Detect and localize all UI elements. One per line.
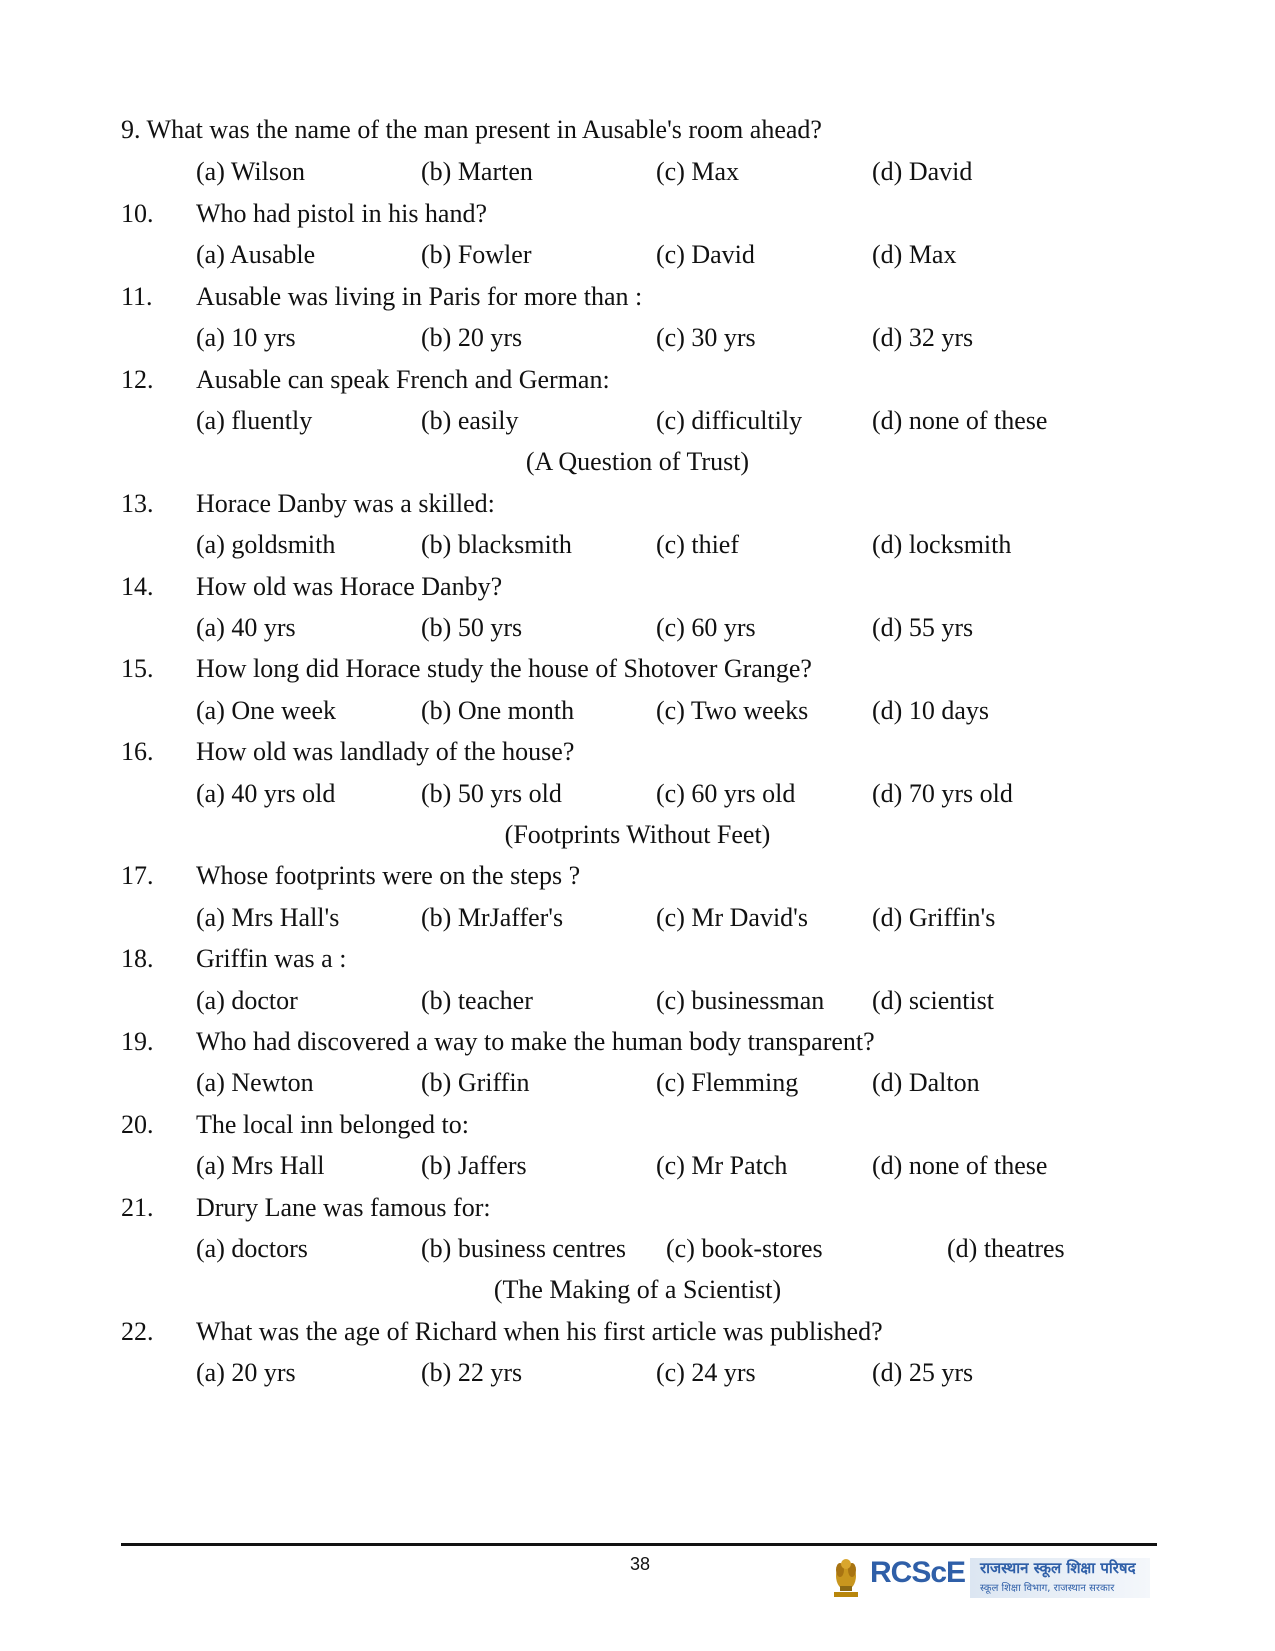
question-text: Drury Lane was famous for: xyxy=(196,1193,491,1222)
question-text: How old was Horace Danby? xyxy=(196,572,503,601)
option-a: (a) Wilson xyxy=(196,157,305,186)
section-heading: (A Question of Trust) xyxy=(525,447,750,476)
question-text: Horace Danby was a skilled: xyxy=(196,489,495,518)
question-text: The local inn belonged to: xyxy=(196,1110,469,1139)
question-number: 16. xyxy=(121,737,154,766)
option-a: (a) Mrs Hall's xyxy=(196,903,340,932)
options-14 xyxy=(0,608,1275,648)
question-text: Who had discovered a way to make the human body transparent? xyxy=(196,1027,875,1056)
question-text: Who had pistol in his hand? xyxy=(196,199,488,228)
option-c: (c) Mr David's xyxy=(656,903,808,932)
question-16 xyxy=(0,732,1275,772)
option-b: (b) 50 yrs old xyxy=(421,779,562,808)
option-c: (c) Flemming xyxy=(656,1068,799,1097)
option-d: (d) Max xyxy=(872,240,957,269)
question-number: 18. xyxy=(121,944,154,973)
options-20 xyxy=(0,1146,1275,1186)
option-c: (c) book-stores xyxy=(666,1234,823,1263)
option-c: (c) 24 yrs xyxy=(656,1358,756,1387)
option-d: (d) David xyxy=(872,157,973,186)
option-b: (b) 20 yrs xyxy=(421,323,523,352)
question-15 xyxy=(0,649,1275,689)
option-d: (d) Griffin's xyxy=(872,903,996,932)
option-a: (a) goldsmith xyxy=(196,530,336,559)
question-number: 19. xyxy=(121,1027,154,1056)
question-number: 22. xyxy=(121,1317,154,1346)
options-10 xyxy=(0,235,1275,275)
option-a: (a) One week xyxy=(196,696,337,725)
options-9 xyxy=(0,152,1275,192)
question-18 xyxy=(0,939,1275,979)
option-c: (c) Mr Patch xyxy=(656,1151,788,1180)
section-heading: (The Making of a Scientist) xyxy=(493,1275,782,1304)
option-a: (a) doctor xyxy=(196,986,298,1015)
question-number: 11. xyxy=(121,282,153,311)
question-number: 14. xyxy=(121,572,154,601)
option-a: (a) 20 yrs xyxy=(196,1358,296,1387)
option-c: (c) 60 yrs old xyxy=(656,779,796,808)
option-d: (d) locksmith xyxy=(872,530,1012,559)
section-heading: (Footprints Without Feet) xyxy=(504,820,771,849)
page-number: 38 xyxy=(629,1554,651,1574)
option-d: (d) theatres xyxy=(947,1234,1065,1263)
logo-text: RCScE xyxy=(870,1556,966,1589)
option-c: (c) difficultily xyxy=(656,406,803,435)
options-21 xyxy=(0,1229,1275,1269)
option-a: (a) Newton xyxy=(196,1068,314,1097)
question-text: How long did Horace study the house of Shotover Grange? xyxy=(196,654,812,683)
option-c: (c) Two weeks xyxy=(656,696,809,725)
option-b: (b) 22 yrs xyxy=(421,1358,523,1387)
question-number: 17. xyxy=(121,861,154,890)
question-13 xyxy=(0,484,1275,524)
question-21 xyxy=(0,1188,1275,1228)
options-17 xyxy=(0,898,1275,938)
option-b: (b) One month xyxy=(421,696,575,725)
option-a: (a) 40 yrs xyxy=(196,613,296,642)
option-b: (b) business centres xyxy=(421,1234,627,1263)
option-c: (c) 60 yrs xyxy=(656,613,756,642)
question-text: Griffin was a : xyxy=(196,944,347,973)
question-12 xyxy=(0,360,1275,400)
option-d: (d) scientist xyxy=(872,986,995,1015)
question-9 xyxy=(0,110,1275,150)
rcsce-logo xyxy=(830,1552,1160,1604)
question-text: 9. What was the name of the man present in Ausable's room ahead? xyxy=(121,115,822,144)
options-15 xyxy=(0,691,1275,731)
question-text: Ausable can speak French and German: xyxy=(196,365,610,394)
question-number: 20. xyxy=(121,1110,154,1139)
question-number: 12. xyxy=(121,365,154,394)
options-16 xyxy=(0,774,1275,814)
options-18 xyxy=(0,981,1275,1021)
option-c: (c) businessman xyxy=(656,986,825,1015)
option-d: (d) none of these xyxy=(872,406,1048,435)
option-c: (c) 30 yrs xyxy=(656,323,756,352)
logo-caption-hindi: राजस्थान स्कूल शिक्षा परिषद xyxy=(980,1559,1136,1577)
question-10 xyxy=(0,194,1275,234)
option-b: (b) blacksmith xyxy=(421,530,572,559)
option-d: (d) 32 yrs xyxy=(872,323,974,352)
options-12 xyxy=(0,401,1275,441)
option-a: (a) 40 yrs old xyxy=(196,779,336,808)
logo-subcaption-hindi: स्कूल शिक्षा विभाग, राजस्थान सरकार xyxy=(980,1583,1115,1594)
options-11 xyxy=(0,318,1275,358)
option-b: (b) Fowler xyxy=(421,240,532,269)
option-b: (b) MrJaffer's xyxy=(421,903,564,932)
question-20 xyxy=(0,1105,1275,1145)
question-number: 10. xyxy=(121,199,154,228)
option-d: (d) Dalton xyxy=(872,1068,980,1097)
option-a: (a) Mrs Hall xyxy=(196,1151,325,1180)
question-19 xyxy=(0,1022,1275,1062)
option-d: (d) 55 yrs xyxy=(872,613,974,642)
option-a: (a) doctors xyxy=(196,1234,308,1263)
options-22 xyxy=(0,1353,1275,1393)
question-text: Ausable was living in Paris for more than : xyxy=(196,282,643,311)
question-text: Whose footprints were on the steps ? xyxy=(196,861,581,890)
option-c: (c) Max xyxy=(656,157,740,186)
question-number: 15. xyxy=(121,654,154,683)
option-b: (b) Marten xyxy=(421,157,533,186)
question-17 xyxy=(0,856,1275,896)
option-d: (d) 25 yrs xyxy=(872,1358,974,1387)
question-14 xyxy=(0,567,1275,607)
question-number: 13. xyxy=(121,489,154,518)
option-b: (b) Jaffers xyxy=(421,1151,527,1180)
question-22 xyxy=(0,1312,1275,1352)
option-d: (d) 70 yrs old xyxy=(872,779,1013,808)
question-text: How old was landlady of the house? xyxy=(196,737,575,766)
state-emblem-icon xyxy=(830,1552,862,1602)
option-b: (b) easily xyxy=(421,406,519,435)
options-19 xyxy=(0,1063,1275,1103)
option-a: (a) fluently xyxy=(196,406,313,435)
option-d: (d) 10 days xyxy=(872,696,989,725)
option-a: (a) 10 yrs xyxy=(196,323,296,352)
option-a: (a) Ausable xyxy=(196,240,316,269)
option-d: (d) none of these xyxy=(872,1151,1048,1180)
option-c: (c) thief xyxy=(656,530,740,559)
option-c: (c) David xyxy=(656,240,755,269)
question-text: What was the age of Richard when his first article was published? xyxy=(196,1317,883,1346)
footer-divider xyxy=(121,1543,1157,1546)
option-b: (b) 50 yrs xyxy=(421,613,523,642)
options-13 xyxy=(0,525,1275,565)
option-b: (b) teacher xyxy=(421,986,533,1015)
question-number: 21. xyxy=(121,1193,154,1222)
option-b: (b) Griffin xyxy=(421,1068,530,1097)
question-11 xyxy=(0,277,1275,317)
